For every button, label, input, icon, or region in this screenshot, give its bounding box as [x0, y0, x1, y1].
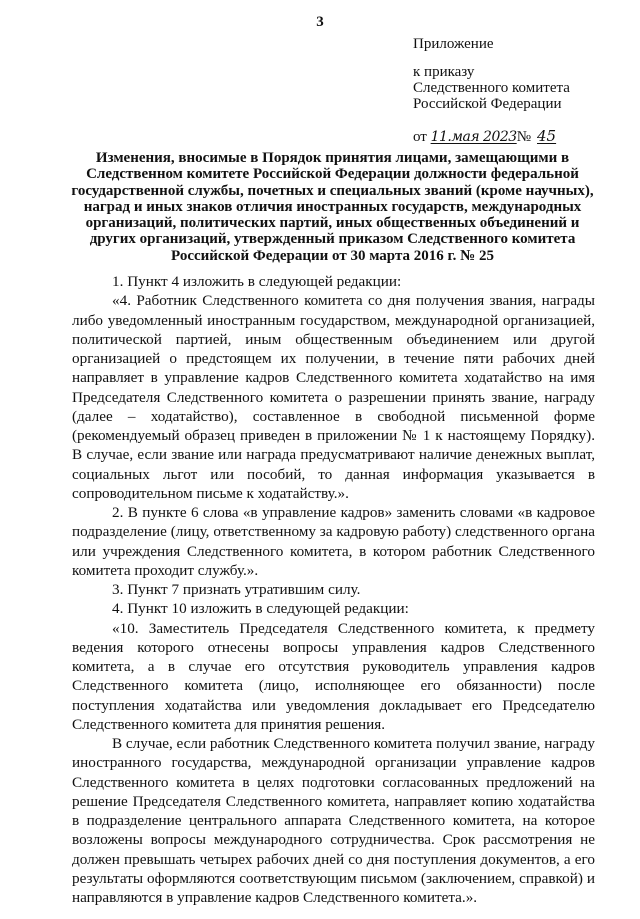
page-number: 3	[316, 14, 324, 30]
document-body	[72, 272, 595, 907]
paragraph-item-3: 3. Пункт 7 признать утратившим силу.	[112, 581, 361, 598]
number-prefix: №	[516, 129, 531, 145]
paragraph-item-1: 1. Пункт 4 изложить в следующей редакции:	[112, 273, 402, 290]
appendix-date-line	[413, 128, 633, 145]
appendix-title: Приложение	[413, 36, 494, 52]
order-ref-line: к приказу	[413, 64, 475, 80]
appendix-order-ref	[413, 64, 633, 112]
date-prefix: от	[413, 129, 427, 145]
handwritten-date: 11.мая 2023	[430, 129, 517, 145]
paragraph-item-4-text: «4. Работник Следственного комитета со дня получения звания, награды либо уведомленный иностранным государством, международной организацией, политической партией, иным общественным объединением или другой организацией о предстоящем их получении, в течение пяти рабочих дней направляет в управление кадров Следственного комитета ходатайство на имя Председателя Следственного комитета о разрешении принять звание, награду (далее – ходатайство), составленное в свободной письменной форме (рекомендуемый образец приведен в приложении № 1 к настоящему Порядку). В случае, если звание или награда предусматривают наличие денежных выплат, социальных льгот или пособий, то данная информация указывается в сопроводительном письме к ходатайству.».	[72, 292, 595, 502]
paragraph-item-4: 4. Пункт 10 изложить в следующей редакции:	[112, 600, 409, 618]
order-ref-line: Российской Федерации	[413, 96, 562, 112]
appendix-block	[413, 36, 633, 145]
paragraph-item-10-continued: В случае, если работник Следственного комитета получил звание, награду иностранного государства, международной организации управление кадров Следственного комитета в целях подготовки согласованных предложений на решение Председателя Следственного комитета, направляет копию ходатайства в подразделение центрального аппарата Следственного комитета, на которое возложены вопросы международного сотрудничества. Срок рассмотрения не должен превышать четырех рабочих дней со дня поступления документов, а его результаты оформляются соответствующим письмом (заключением, справкой) и направляются в управление кадров Следственного комитета.».	[72, 735, 595, 906]
handwritten-number: 45	[537, 127, 557, 145]
order-ref-line: Следственного комитета	[413, 80, 570, 96]
paragraph-item-10-text: «10. Заместитель Председателя Следственного комитета, к предмету ведения которого отнесены вопросы управления кадров Следственного комитета, а в случае его отсутствия руководитель управления кадров Следственного комитета (лицо, исполняющее его обязанности) после поступления ходатайства или уведомления докладывает его Председателю Следственного комитета для принятия решения.	[72, 619, 595, 733]
paragraph-item-2: 2. В пункте 6 слова «в управление кадров» заменить словами «в кадровое подразделение (лицу, ответственному за кадровую работу) следственного органа или учреждения Следственного комитета, в котором работник Следственного комитета проходит службу.».	[72, 504, 595, 579]
document-heading: Изменения, вносимые в Порядок принятия лицами, замещающими в Следственном комитете Российской Федерации должности федеральной государственной службы, почетных и специальных званий (кроме научных), наград и иных знаков отличия иностранных государств, международных организаций, политических партий, иных общественных объединений и других организаций, утвержденный приказом Следственного комитета Российской Федерации от 30 марта 2016 г. № 25	[71, 150, 594, 264]
